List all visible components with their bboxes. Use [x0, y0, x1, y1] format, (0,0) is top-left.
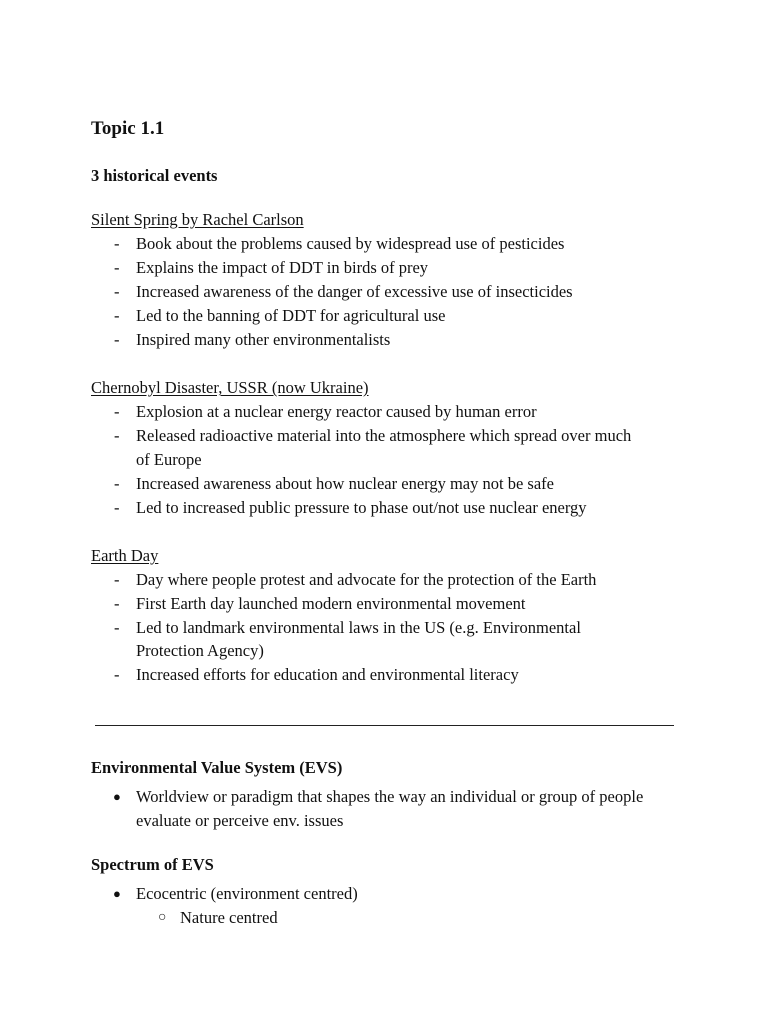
subheading: 3 historical events [91, 166, 218, 185]
list-item: Led to the banning of DDT for agricultural use [136, 306, 446, 325]
dash-marker: - [114, 665, 120, 684]
sub-bullet-marker: ○ [158, 910, 167, 925]
list-item: First Earth day launched modern environmental movement [136, 594, 526, 613]
evs-heading: Environmental Value System (EVS) [91, 758, 343, 777]
spectrum-heading: Spectrum of EVS [91, 855, 214, 874]
dash-marker: - [114, 570, 120, 589]
section-heading-earth-day: Earth Day [91, 546, 159, 565]
dash-marker: - [114, 306, 120, 325]
list-item: Increased awareness of the danger of excessive use of insecticides [136, 282, 573, 301]
dash-marker: - [114, 258, 120, 277]
dash-marker: - [114, 402, 120, 421]
section-heading-silent-spring: Silent Spring by Rachel Carlson [91, 210, 304, 229]
list-item: Day where people protest and advocate for the protection of the Earth [136, 570, 597, 589]
evs-definition-line-2: evaluate or perceive env. issues [136, 811, 344, 830]
bullet-marker: ● [113, 886, 121, 901]
list-item: Increased efforts for education and environmental literacy [136, 665, 519, 684]
nature-centred-item: Nature centred [180, 908, 278, 927]
bullet-marker: ● [113, 789, 121, 804]
list-item: Released radioactive material into the atmosphere which spread over much [136, 426, 632, 445]
list-item-continuation: Protection Agency) [136, 641, 264, 660]
dash-marker: - [114, 234, 120, 253]
page-title: Topic 1.1 [91, 118, 165, 139]
dash-marker: - [114, 498, 120, 517]
list-item: Explains the impact of DDT in birds of prey [136, 258, 429, 277]
list-item: Book about the problems caused by widespread use of pesticides [136, 234, 565, 253]
list-item: Inspired many other environmentalists [136, 330, 391, 349]
dash-marker: - [114, 618, 120, 637]
dash-marker: - [114, 594, 120, 613]
list-item: Led to increased public pressure to phase out/not use nuclear energy [136, 498, 587, 517]
dash-marker: - [114, 426, 120, 445]
list-item: Explosion at a nuclear energy reactor caused by human error [136, 402, 537, 421]
horizontal-divider [95, 725, 674, 726]
dash-marker: - [114, 474, 120, 493]
list-item-continuation: of Europe [136, 450, 202, 469]
dash-marker: - [114, 282, 120, 301]
dash-marker: - [114, 330, 120, 349]
list-item: Led to landmark environmental laws in the US (e.g. Environmental [136, 618, 581, 637]
ecocentric-item: Ecocentric (environment centred) [136, 884, 358, 903]
evs-definition-line-1: Worldview or paradigm that shapes the way an individual or group of people [136, 787, 644, 806]
list-item: Increased awareness about how nuclear energy may not be safe [136, 474, 554, 493]
section-heading-chernobyl: Chernobyl Disaster, USSR (now Ukraine) [91, 378, 369, 397]
